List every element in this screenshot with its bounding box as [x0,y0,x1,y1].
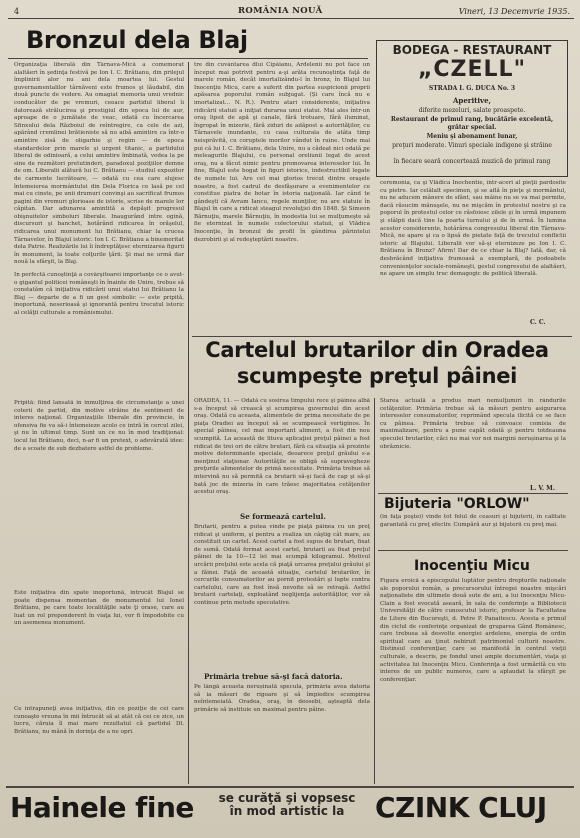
article-micu-text: Figura eroică a episcopului luptător pentru drepturile naţionale ale poporului român, a precursorului întregei noastre mişcări naţionaliste din ultimele două sute de ani, a lui Inocenţiu Micu-Clain a fost evocată aseară, în sala de conferinţe a Bibliotecii Universităţii de către cunoscutul istoric, profesor la Facultatea de Litere din Bucureşti, d. Petre P. Panaitescu. Acesta e primul din ciclul de conferinţe organizat de gruparea Gând Românesc, care trebuea să desvolte energiei ardelene, energia de ordin spiritual care au ţinut nebiruit patrimoniul culturii noastre. Distinsul conferenţiar, care se manifestă în centrul vieţii culturale, a descris, pe fondul unei ample documentări, viaţa şi activitatea lui Inocenţiu Micu. Conferinţa a fost urmărită cu viu interes de un public numeros, care a aplaudat la sfârşit pe conferenţiar. [380,578,566,683]
ad-orlow-title: Bijuteria "ORLOW" [384,496,530,512]
article-blaj-col3: ceremonia, ca şi Vlădica Inochentie, într-aceri al pieţii pardosite cu pietre. Iar celălalt specimen, şi se află în pieţe şi mormântul, nu ne aducem mânere de sfânt, sau mâine nu se va mai permite, dacă răsucim mânuşele, nu ne mişcăm în protestul nostru şi ca poporul în protestul celor ce răsfoiesc zilele şi în urmă impunem şi stâlpii dacă tine la poarta turnului şi de în urmă. În lumina acestor considerente, hotărârea congresului liberal din Târnava-Mică, ne apare şi ca o lipsă de pietate faţă de trecutul conflictii istoric al Blajului. Liberalii vor să-şi eternizeze pe Ion I. C. Brătianu în Bronz? Afirm! Dar de ce chiar la Blaj? Iată, dar, că desbrăcând iniţiativa frumoasă a exemplară, de podoabele convenienţelor sociale-româneşti, gestul congresului de alaltăeri, ne apare un simplu truc demagogic de politică liberală. [380,180,566,278]
section-rule [192,336,572,337]
article-bread-signature: L. V. M. [530,485,555,492]
ad-rule-bottom [378,550,568,551]
page-header [8,6,574,19]
article-title-bread-2: scumpeşte preţul pâinei [236,364,518,388]
ad-czell-line1: Aperitive, [453,96,491,105]
footer-ad-right: CZINK CLUJ [375,791,547,824]
footer-ad-middle: se curăţă şi vopsesc în mod artistic la [218,791,356,818]
column-rule-2 [374,398,375,784]
article-bread-col1b: Brutarii, pentru a putea vinde pe piaţă pâinea cu un preţ ridicat şi uniform, şi pentru a realiza un câştig cât mare, au constituit un cartel. Acest cartel a fost supus de brutari, fixat de sumă. Odată format acest cartel, brutarii au fixat preţul pâinei de la 10—12 lei mai scumpă kilogramul. Motivul urcării preţului este acela că piaţă urcarea preţului grâului şi a făinei. Faţă de această situaţie, cartelul brutarilor, în cercurile consumatorilor au pornit protestări şi lupte contra cartelului, care au fost însă nevoite să se retragă. Astfel brutarii cartelaţi, exploatând neglijenţa autorităţilor, vor să continue prin metode speculative. [194,524,370,606]
article-blaj-col1c: Pripită: fiind lansată în înmulţirea de circumstanţe a unei coterii de partid, din motive străine de sentiment de interes naţional. Organizaţiile liberale din provincie, în ofensiva fie va să-i întemeieze acolo ce intră în cercul zilei, şi nu în ultimul timp. Sunt un ce nu în mod tradiţional: locul lui Brătianu, deci, n-ar fi un pretext, o adevărată idee: de a scoate de sub dezbatere astfel de probleme. [14,400,184,452]
article-blaj-col1d: Este iniţiativa din spate inoportună, întrucât Blajul se poate dispensa momentan de monumentul lui Ionel Brătianu, pe care toate localităţile sate ţi orase, care au luat un rol preponderent în viaţa lui, vor fi împodobite cu un asemenea monument. [14,590,184,627]
article-bread-subhead-2: Primăria trebue să-şi facă datoria. [204,672,343,681]
article-title-blaj: Bronzul dela Blaj [26,26,248,54]
ad-czell-title: BODEGA - RESTAURANT [392,43,552,57]
ad-czell-line5: preţuri moderate. Vinuri speciale indigene şi străine [392,142,552,149]
article-blaj-signature: C. C. [530,319,546,326]
issue-date: Vineri, 13 Decemvrie 1935. [458,7,570,16]
masthead: ROMÂNIA NOUĂ [238,6,323,16]
column-rule-1 [188,62,189,784]
ad-czell-address: STRADA I. G. DUCA No. 3 [428,85,516,92]
ad-rule-top [378,493,568,494]
ad-czell-name: „CZELL" [417,57,527,82]
article-blaj-col1: Organizaţia liberală din Târnava-Mică a comemorat alaltăeri în şedinţa festivă pe Ion I. C. Brătianu, din prilejul împlinirii alor nu ani dela moartea lui. Gestul guvernamentalilor târnăveni este frumos şi lăudabil, din două puncte de vedere. Au omagiat memoria unui vrednic conducător de pe vremuri, ceeace partidul liberal îi datorează strălucirea şi prestigiul din epoca lui de aur, aproape de o jumătate de veac, odată cu încercarea Sfinxului dela Războiul de reîntregire, ca cele de azi, apărând cremlinei brătieniste să nu aibă amintire ca într-o amintire zisă de oligarhie şi regim — de epoca standardelor prin marele şi urgent titanic, a partidului liberal de odinioară, a celui amintire îmbinată, vedea la pe sine de rezmători pretutinderi, paradoxul poziţiilor demne de om. Liberalii alătură lui C. Brătianu — studiul expozitor de carmente lucrătoare, — odată cu cea care slujesc întemeierea mormântului din Dela Florica ce lasă pe cel mai cu cinste, pe unii drumuri convinşi au sacrificat frumos pagini din vremuri glorioase de istorie, scrise de marele lor căpitan. Dar adunarea amintită a depăşit progresul obişnuitelor simboluri liberale. Inaugurând intre ogină, discursuri şi banchet, hotărând ridicarea în orăşelul, ridicarea unui monument lui Brătianu, chiar la crucea Târnavelor, în Blajul istoric. Ion I. C. Brătianu a binemeritat dela Patrie. Realizările lui îi îndreptăţesc eternizarea figurii în monument, la toate colţurile ţării. Şi mai ne urmă dar nouă la sfârşit, la Blaj. [14,62,184,266]
ad-czell-line6: în fiecare seară concertează muzică de primul rang [393,158,551,165]
article-bread-col2: Starea actuală a produs mari nemulţumiri în rândurile cetăţenilor. Primăria trebue să ia măsuri pentru asigurarea intereselor consumatorilor, reprimând specula ilicită ce se face cu pâinea. Primăria trebue să convoace comisia de maximalizare, pentru a pune capăt odată şi pentru totdeauna speculei brutarilor, căci nu mai vor noi margini nerușinarea şi la obrăznicie. [380,398,566,450]
page-number: 4 [14,7,20,16]
article-bread-subhead-1: Se formează cartelul. [240,512,326,521]
article-blaj-col1b: În perfectă cunoştinţă a covârşitoarei importanţe ce o avut-o gigantul politicei româneşti în înainte de Unire, trebue să constatăm că iniţiativa ridicării unui statui lui Brătianu la Blaj — departe de a fi un gest simbolic — este pripită, inoportună, neserioasă şi ignorantă pentru trecutul istoric al celăţii culturale a românismului. [14,272,184,316]
footer-ad [0,788,580,838]
article-bread-col1: ORADEA, 11. — Odată cu sosirea timpului rece şi pâinea albă s-a început să crească şi scumpirea guvernului din acest oraş. Odată cu aceasta, alimentele de prima necesitate de pe piaţa Oradiei au început să se scumpească vertiginos. În special pâinea, cel mai important aliment, a fost din nou scumpită. La această de lituva aplicaţiei preţul pâinei a fost ridicat de trei ori de către brutari, fără ca situaţia să prezinte motive determinante speciale, deoarece preţul grâului s-a menţinut staţionar. Autorităţile se obligă să supravegheze preţurile alimentelor de primă necesitate. Primăria trebue să intervină nu să permită ca brutarii să-şi facă de cap şi să-şi bată joc de mizeria în care trăesc majoritatea cetăţenilor acestui oraş. [194,398,370,496]
article-blaj-col2: tre din cuvântarea dlui Cipăianu, Ardelenii nu pot face un început mai potrivit pentru a-şi arăta recunoştinţa faţă de marele român, decât imortalizându-l în bronz, în Blajul lui Inocenţiu Micu, care a suferit din partea suspicionii proprii apăsarea poporului român subjugat. (Și care încă nu e imortalizat... N. R.). Pentru atari considerente, iniţiativa ridicării statuii a iniţiat durarea unui statui. Mai ales într-un oraş lipsit de apă şi canale, fără trotuare, fără iluminat, îngropat în mizerie, fără ziduri de adăpost a autorităţilor, cu Târnavele inundante, cu casa culturala de atâta timp neisprăvită, cu coruptele morilor vândut în ruine. Unde mai pui că lui I. C. Brătianu, dela Unire, nu a cădeat nici odată pe meleagurile Blajului, cu personal oreliunii legat de acest oraş, nu a făcut nimic pentru promovarea intereselor lui. În fine, Blajul este bogat în figuri istorice, indestructibil legate de numele lui. Are cel mai glorios trecut dintre oraşele noastre, a fost cadrul de desfăşurare a evenimentelor ce constitue piatra de hotar în istoria naţională. Iar când te gândeşti că Avram Iancu, regele munţilor, nu are statuie în Blajul în care a ridicat steagul revoluţiei din 1848. Şi Simeon Bărnuţiu, marele Bărnuţiu, în modestia lui se mulţumeşte să fie eternizat în numele colectorului statuii, şi Vlădica Inocenţie, în bronzul de profil în gândirea părintelui dezrobirii şi al redeşteptării noastre. [194,62,370,243]
footer-ad-left: Hainele fine [10,791,194,824]
title-rule [8,58,368,59]
article-title-bread-1: Cartelul brutarilor din Oradea [205,338,549,362]
ad-czell-line3: Restaurant de primul rang, bucătărie excelentă, grătar special. [390,116,554,131]
ad-czell-line2: diferite mezeluri, salate proaspete. [418,107,526,114]
ad-bodega-czell [376,40,568,177]
article-bread-col1c: Pe lângă aceasta nerușinată specula, primăria avea datoria să ia măsuri de rigoare şi să împiedice scumpirea neîntemeiată. Oradea, oraş, în deosebi, aşteaptă dela primărie să instituie un maximal pentru pâine. [194,684,370,713]
ad-orlow-text: (în faţa poştei) vinde tot felul de ceasuri şi bijuterii, în calitate garantată cu preţ efectiv. Cumpără aur şi bijuterii cu preţ mai. [380,514,566,528]
article-blaj-col1e: Ce intrapuneţi avea iniţiativa, din ce poziţie de cei care cunoaşte vreuna în mii întrucât să ai atât că cei ce zice, un lucru, căruia îl mai mare rezultatul că partidul Dl. Brătianu, nu mână în dorinţa de a ne opri. [14,706,184,735]
article-title-micu: Inocenţiu Micu [414,558,530,574]
ad-czell-line4: Meniu şi abonament lunar, [426,133,518,140]
